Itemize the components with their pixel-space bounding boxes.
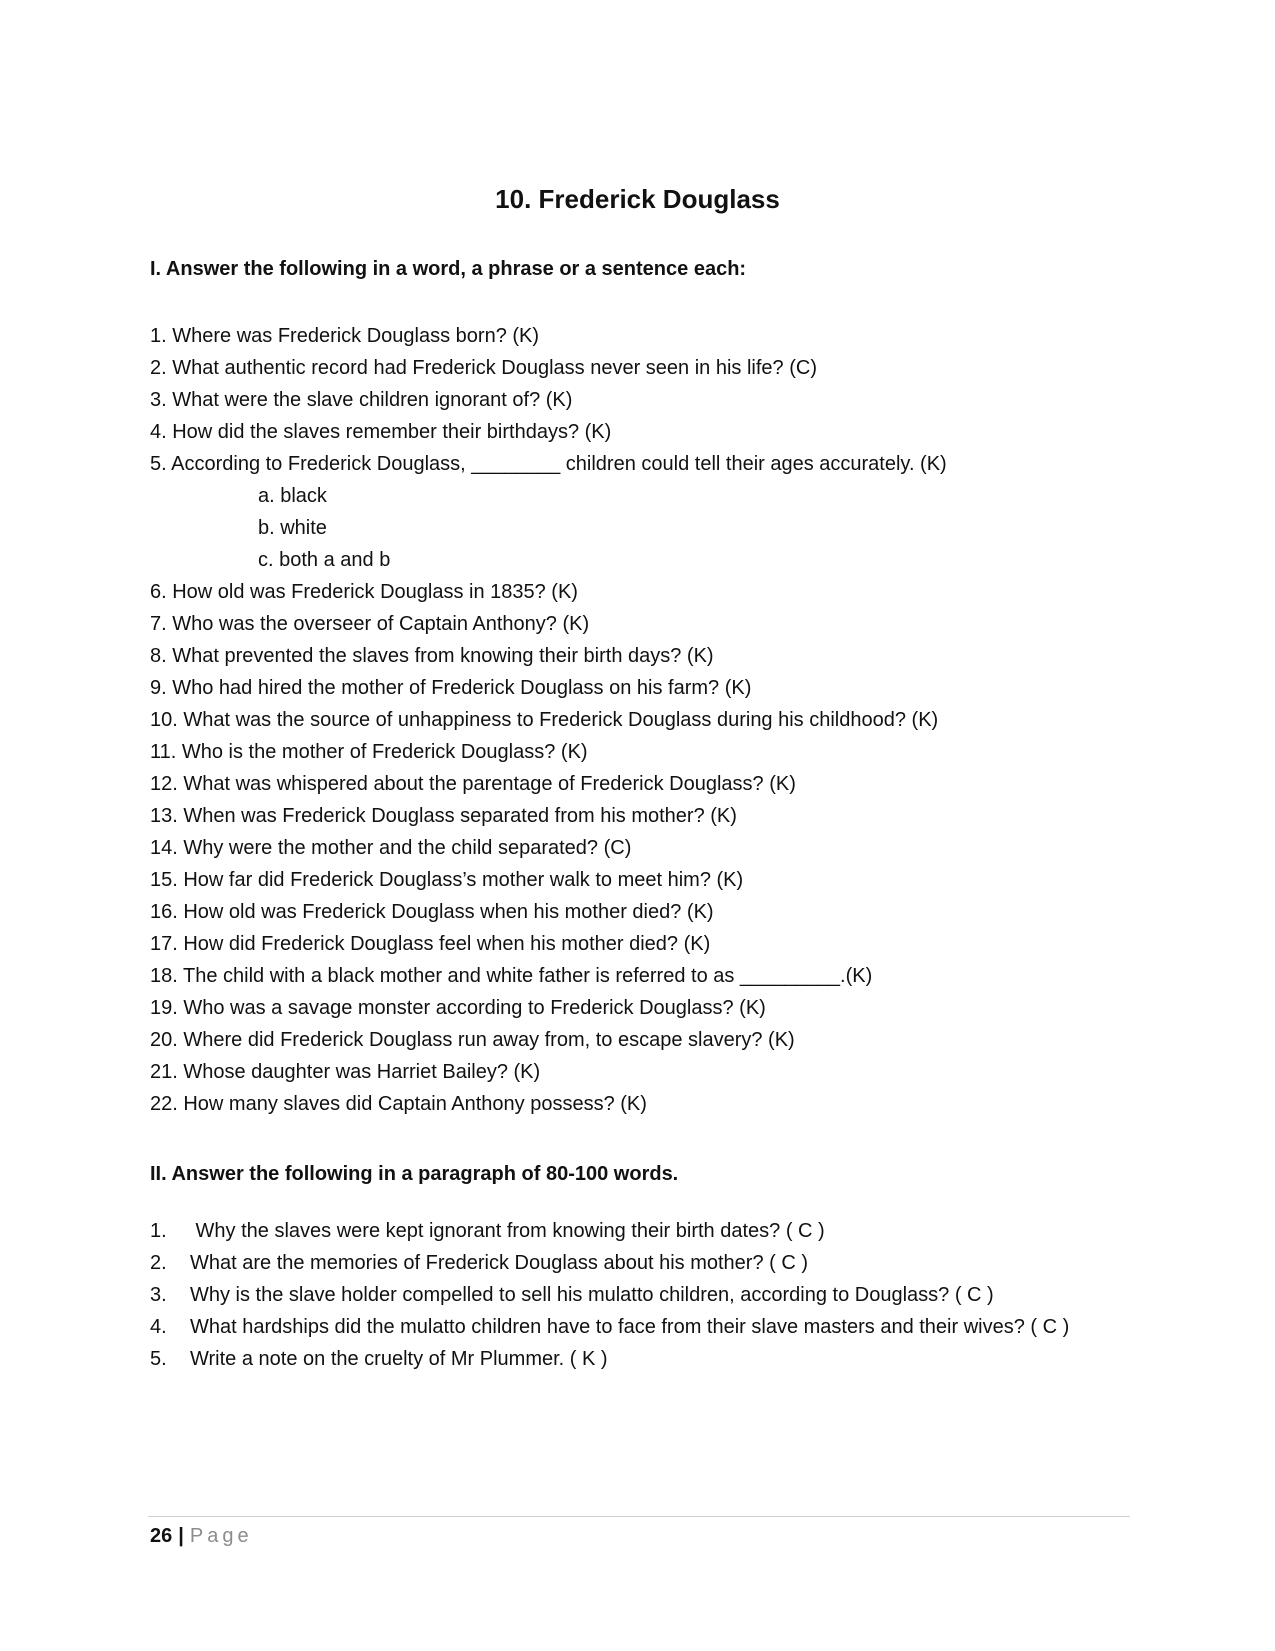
question-text: What hardships did the mulatto children have to face from their slave masters and their wives? ( C ) xyxy=(190,1316,1070,1338)
paragraph-question-item xyxy=(150,1215,1150,1247)
question-item: 20. Where did Frederick Douglass run away from, to escape slavery? (K) xyxy=(150,1029,795,1051)
question-number: 1. xyxy=(150,1220,167,1242)
question-text: Write a note on the cruelty of Mr Plummer. ( K ) xyxy=(190,1348,608,1370)
paragraph-question-item xyxy=(150,1247,1150,1279)
question-item: 2. What authentic record had Frederick Douglass never seen in his life? (C) xyxy=(150,357,817,379)
question-item: 9. Who had hired the mother of Frederick Douglass on his farm? (K) xyxy=(150,677,752,699)
question-item: 5. According to Frederick Douglass, ________ children could tell their ages accurately. (K) xyxy=(150,453,947,475)
question-item: 21. Whose daughter was Harriet Bailey? (K) xyxy=(150,1061,541,1083)
section1-heading: I. Answer the following in a word, a phrase or a sentence each: xyxy=(150,258,747,280)
page-number: 26 xyxy=(150,1525,173,1547)
answer-option: b. white xyxy=(258,517,327,539)
paragraph-question-item xyxy=(150,1279,1150,1311)
page-title: 10. Frederick Douglass xyxy=(495,184,780,214)
question-item: 11. Who is the mother of Frederick Douglass? (K) xyxy=(150,741,588,763)
question-item: 8. What prevented the slaves from knowing their birth days? (K) xyxy=(150,645,714,667)
footer-separator: | xyxy=(178,1525,184,1547)
question-item: 17. How did Frederick Douglass feel when his mother died? (K) xyxy=(150,933,711,955)
question-item: 15. How far did Frederick Douglass’s mother walk to meet him? (K) xyxy=(150,869,744,891)
question-item: 7. Who was the overseer of Captain Anthony? (K) xyxy=(150,613,590,635)
question-item: 18. The child with a black mother and white father is referred to as _________.(K) xyxy=(150,965,873,987)
question-text: What are the memories of Frederick Douglass about his mother? ( C ) xyxy=(190,1252,809,1274)
question-item: 16. How old was Frederick Douglass when his mother died? (K) xyxy=(150,901,714,923)
question-text: Why is the slave holder compelled to sell his mulatto children, according to Douglass? ( C ) xyxy=(190,1284,994,1306)
question-item: 14. Why were the mother and the child separated? (C) xyxy=(150,837,632,859)
question-text: Why the slaves were kept ignorant from knowing their birth dates? ( C ) xyxy=(190,1220,825,1242)
question-item: 10. What was the source of unhappiness to Frederick Douglass during his childhood? (K) xyxy=(150,709,939,731)
question-item: 19. Who was a savage monster according to Frederick Douglass? (K) xyxy=(150,997,766,1019)
question-item: 1. Where was Frederick Douglass born? (K) xyxy=(150,325,540,347)
question-number: 4. xyxy=(150,1316,167,1338)
footer-divider xyxy=(148,1516,1130,1517)
page-label: Page xyxy=(189,1525,253,1547)
question-item: 13. When was Frederick Douglass separated from his mother? (K) xyxy=(150,805,737,827)
question-item: 4. How did the slaves remember their birthdays? (K) xyxy=(150,421,612,443)
question-number: 5. xyxy=(150,1348,167,1370)
answer-option: a. black xyxy=(258,485,327,507)
question-item: 3. What were the slave children ignorant of? (K) xyxy=(150,389,573,411)
question-number: 2. xyxy=(150,1252,167,1274)
section2-question-list xyxy=(150,1215,1150,1375)
section1-question-list xyxy=(150,320,1150,1120)
answer-option: c. both a and b xyxy=(258,549,391,571)
section2-heading: II. Answer the following in a paragraph of 80-100 words. xyxy=(150,1163,679,1185)
question-number: 3. xyxy=(150,1284,167,1306)
question-item: 6. How old was Frederick Douglass in 1835? (K) xyxy=(150,581,578,603)
paragraph-question-item xyxy=(150,1311,1150,1343)
question-item: 22. How many slaves did Captain Anthony possess? (K) xyxy=(150,1093,647,1115)
question-item: 12. What was whispered about the parentage of Frederick Douglass? (K) xyxy=(150,773,796,795)
paragraph-question-item xyxy=(150,1343,1150,1375)
page-footer xyxy=(150,1522,253,1550)
